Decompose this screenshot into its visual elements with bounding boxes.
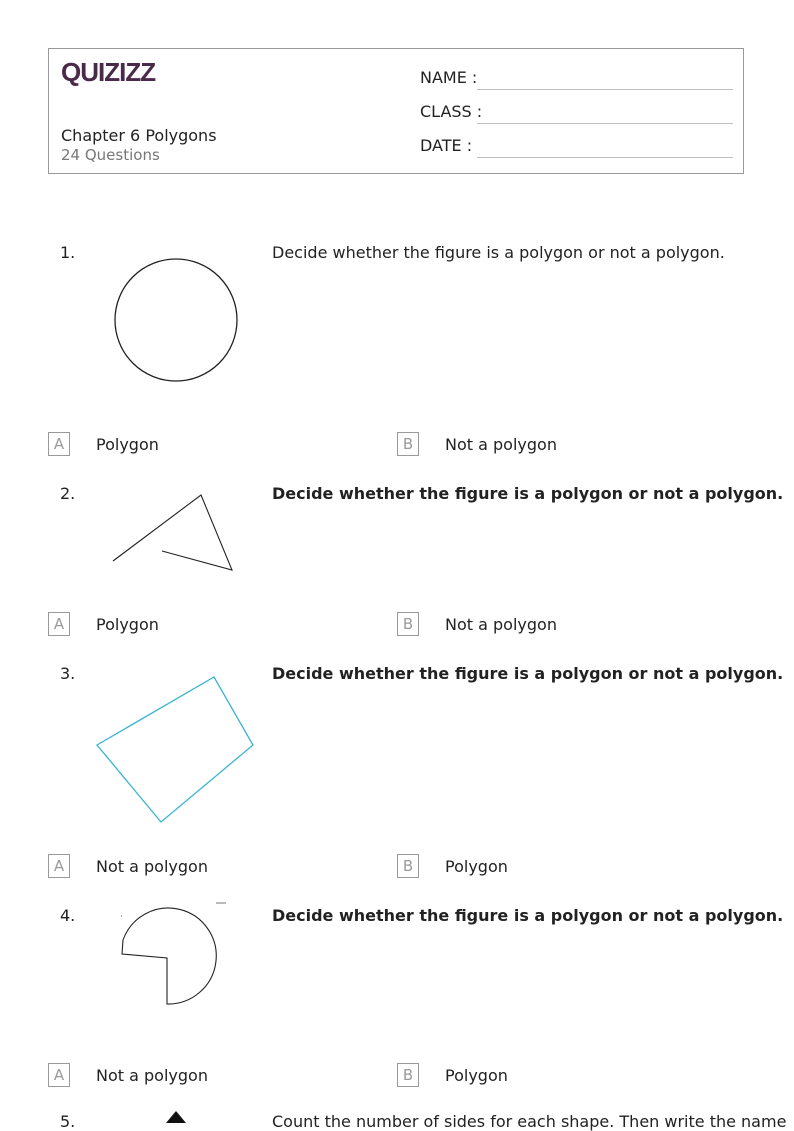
question-3-option-a[interactable]: Not a polygon	[96, 857, 208, 876]
date-line[interactable]	[477, 157, 733, 158]
date-field[interactable]	[420, 136, 733, 158]
question-4-option-b[interactable]: Polygon	[445, 1066, 508, 1085]
question-2-text: Decide whether the figure is a polygon or not a polygon.	[272, 484, 784, 503]
question-3-figure	[90, 670, 260, 830]
name-field[interactable]	[420, 68, 733, 90]
question-1-option-b[interactable]: Not a polygon	[445, 435, 557, 454]
question-4-option-a-box[interactable]: A	[48, 1063, 70, 1087]
worksheet-header	[48, 48, 744, 174]
class-field[interactable]	[420, 102, 733, 124]
question-1-text: Decide whether the figure is a polygon or not a polygon.	[272, 243, 725, 262]
question-4-option-b-box[interactable]: B	[397, 1063, 419, 1087]
pacman-shape	[122, 908, 216, 1004]
question-3-text: Decide whether the figure is a polygon or not a polygon.	[272, 664, 784, 683]
circle-shape	[115, 259, 237, 381]
partial-shape	[166, 1111, 186, 1123]
question-4-option-a[interactable]: Not a polygon	[96, 1066, 208, 1085]
question-4-number: 4.	[60, 906, 76, 925]
question-2-option-b-box[interactable]: B	[397, 612, 419, 636]
worksheet-title: Chapter 6 Polygons	[61, 126, 217, 145]
question-3-option-a-box[interactable]: A	[48, 854, 70, 878]
question-4-figure	[108, 898, 244, 1010]
question-3-number: 3.	[60, 664, 76, 683]
question-5-figure	[160, 1108, 192, 1123]
question-2-option-b[interactable]: Not a polygon	[445, 615, 557, 634]
question-4-text: Decide whether the figure is a polygon or not a polygon.	[272, 906, 784, 925]
question-2-figure	[108, 488, 244, 578]
question-1-option-a[interactable]: Polygon	[96, 435, 159, 454]
quadrilateral-shape	[97, 677, 253, 822]
question-3-option-b[interactable]: Polygon	[445, 857, 508, 876]
question-5-text: Count the number of sides for each shape. Then write the name	[272, 1112, 787, 1131]
question-1-figure	[108, 252, 244, 388]
class-line[interactable]	[477, 123, 733, 124]
name-line[interactable]	[477, 89, 733, 90]
open-angle-shape	[113, 495, 232, 570]
question-1-option-a-box[interactable]: A	[48, 432, 70, 456]
question-count: 24 Questions	[61, 146, 160, 164]
question-1-option-b-box[interactable]: B	[397, 432, 419, 456]
class-label: CLASS :	[420, 102, 483, 121]
question-3-option-b-box[interactable]: B	[397, 854, 419, 878]
question-1-number: 1.	[60, 243, 76, 262]
quizizz-logo: QUIZIZZ	[61, 57, 156, 87]
name-label: NAME :	[420, 68, 478, 87]
question-2-option-a-box[interactable]: A	[48, 612, 70, 636]
question-2-option-a[interactable]: Polygon	[96, 615, 159, 634]
question-2-number: 2.	[60, 484, 76, 503]
question-5-number: 5.	[60, 1112, 76, 1131]
date-label: DATE :	[420, 136, 473, 155]
